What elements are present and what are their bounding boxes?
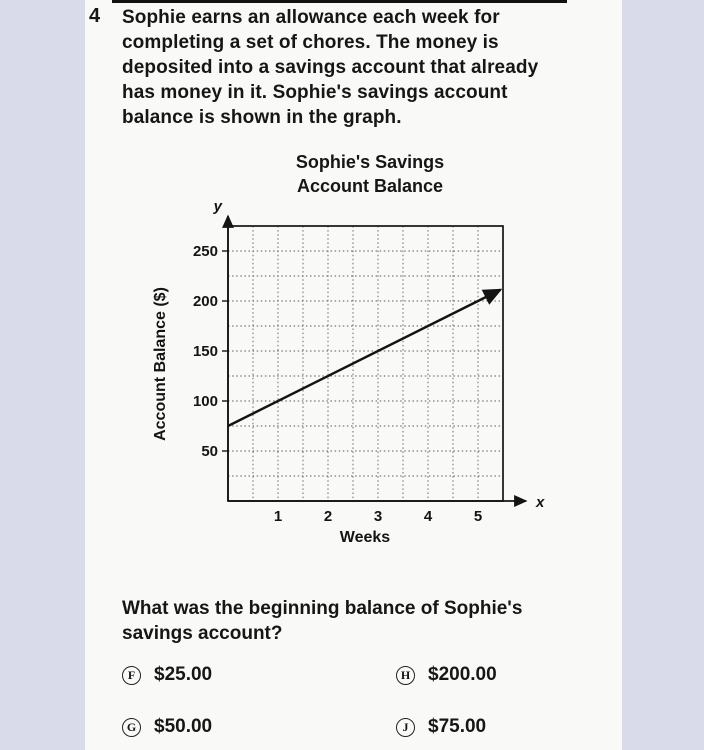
savings-line-chart (143, 198, 547, 548)
savings-line (228, 290, 501, 426)
svg-text:200: 200 (192, 293, 218, 310)
question-prompt: What was the beginning balance of Sophie's savings account? (122, 598, 523, 644)
option-j[interactable] (396, 716, 622, 738)
x-axis-ticks (274, 508, 482, 525)
option-h-label: $200.00 (428, 664, 497, 685)
svg-text:2: 2 (323, 508, 333, 525)
option-j-label: $75.00 (428, 716, 487, 737)
option-f-letter: F (122, 666, 141, 685)
chart-title: Sophie's Savings Account Balance (295, 152, 445, 196)
plot-border (228, 226, 503, 501)
question-number: 4 (89, 5, 101, 27)
svg-text:1: 1 (273, 508, 283, 525)
question-text: Sophie earns an allowance each week for completing a set of chores. The money is deposited into a savings account that already has money in it. Sophie's savings account balance is shown in the graph. (122, 7, 539, 128)
y-axis-symbol: y (213, 198, 222, 215)
svg-text:3: 3 (373, 508, 383, 525)
option-h-letter: H (396, 666, 415, 685)
worksheet-page (85, 0, 622, 750)
option-g[interactable] (122, 716, 396, 738)
option-h[interactable] (396, 664, 622, 686)
grid-lines (228, 226, 503, 501)
svg-text:250: 250 (192, 243, 218, 260)
option-f[interactable] (122, 664, 396, 686)
svg-text:150: 150 (192, 343, 218, 360)
svg-text:50: 50 (201, 443, 218, 460)
y-axis-label: Account Balance ($) (152, 287, 169, 441)
answer-options (122, 664, 622, 738)
x-axis-label: Weeks (339, 529, 391, 546)
option-g-label: $50.00 (154, 716, 213, 737)
svg-text:100: 100 (192, 393, 218, 410)
svg-text:4: 4 (423, 508, 433, 525)
option-f-label: $25.00 (154, 664, 213, 685)
option-j-letter: J (396, 718, 415, 737)
x-axis-symbol: x (536, 494, 545, 511)
question-block (85, 0, 622, 130)
y-axis-ticks (193, 243, 228, 460)
top-rule (112, 0, 567, 3)
option-g-letter: G (122, 718, 141, 737)
svg-text:5: 5 (473, 508, 483, 525)
